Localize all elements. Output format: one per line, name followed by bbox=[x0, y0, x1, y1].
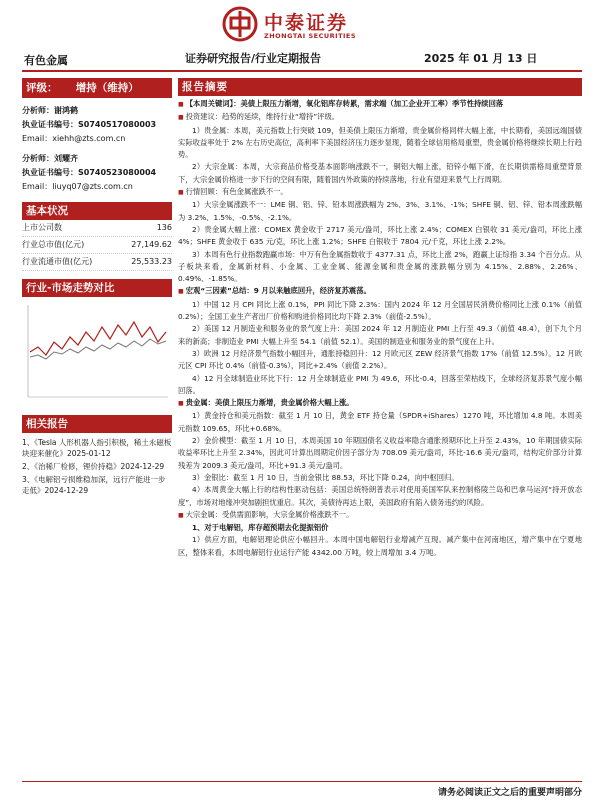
aluminum-heading: 1、对于电解铝，库存超预期去化提振铝价 bbox=[192, 523, 329, 533]
analyst-block bbox=[22, 104, 172, 194]
precious-metal-heading: ■ 贵金属：美债上限压力渐增，贵金属价格大幅上涨。 bbox=[178, 397, 582, 410]
sector-index-line bbox=[30, 322, 166, 355]
related-report-item[interactable]: 1、《Tesla 人形机器人指引积极，稀土永磁板块迎来催化》2025-01-12 bbox=[22, 438, 172, 458]
base-metal-heading: ■ 大宗金属：受供需面影响，大宗金属价格涨跌不一。 bbox=[178, 509, 582, 522]
page-footer bbox=[0, 777, 600, 800]
analyst-name: 谢鸿鹤 bbox=[54, 106, 78, 115]
brand-emblem-icon bbox=[222, 6, 258, 42]
aluminum-supply: 1）供应方面，电解铝理论供应小幅回升。本周中国电解铝行业增减产互现。减产集中在河南地区，增产集中在宁夏地区，整体来看，本周电解铝行业运行产能 4342.00 万吨，较上周增加 3.4 万吨。 bbox=[178, 535, 582, 557]
basic-info-title: 基本状况 bbox=[22, 202, 172, 220]
related-reports-title: 相关报告 bbox=[22, 415, 172, 433]
related-report-item[interactable]: 3、《电解铝亏损维稳加深，远行产能进一步走低》2024-12-29 bbox=[22, 475, 166, 495]
precious-metal-view: 1）贵金属：本周，美元指数上行突破 109，但美债上限压力渐增，贵金属价格同样大幅上涨，中长期看，美国远端国债实际收益率处于 2% 左右历史高位，高利率下美国经济压力逐步显现，随着全球信用格局重塑，贵金属价格将继续长期上行趋势。 bbox=[178, 125, 582, 160]
macro-us-pmi: 2）美国 12 月制造业和服务业的景气度上升：美国 2024 年 12 月制造业 PMI 上行至 49.3（前值 48.4），创下九个月来的新高；非制造业 PMI 大幅上升至 54.1（前值 52.1）。美国的制造业和服务业的景气度在上升。 bbox=[178, 324, 582, 346]
rating-value: 增持（维持） bbox=[75, 82, 139, 94]
rating-label: 评级： bbox=[26, 82, 58, 94]
footer-disclaimer: 请务必阅读正文之后的重要声明部分 bbox=[437, 788, 582, 798]
gold-drivers: 4）本周黄金大幅上行的结构性驱动包括：美国总统特朗普表示对使用美国军队来控制格陵兰岛和巴拿马运河“持开放态度”，市场对地缘冲突加剧担忧重启。其次，美债待再达上限，美国政府有陷入债务违约的风险。 bbox=[178, 485, 582, 507]
rating-bar bbox=[22, 78, 172, 98]
info-label: 行业总市值(亿元) bbox=[22, 240, 85, 249]
email-label: Email： bbox=[22, 182, 53, 191]
macro-summary-heading: ■ 宏观“三因素”总结：9 月以来触底回升，经济复苏震荡。 bbox=[178, 285, 582, 298]
license-number: S0740523080004 bbox=[78, 168, 157, 177]
header-divider bbox=[22, 70, 582, 72]
license-number: S0740517080003 bbox=[78, 120, 157, 129]
sector-label: 有色金属 bbox=[24, 54, 68, 67]
brand-name-cn: 中泰证券 bbox=[264, 12, 349, 34]
market-trend-chart bbox=[22, 297, 172, 407]
info-label: 上市公司数 bbox=[22, 223, 62, 232]
license-label: 执业证书编号： bbox=[22, 120, 78, 129]
trend-chart-svg bbox=[22, 297, 172, 407]
email-link[interactable]: liuyq07@zts.com.cn bbox=[52, 182, 133, 191]
keywords-paragraph: ■ 【本周关键词】：美债上限压力渐增，氧化铝库存转累，需求端（加工企业开工率）季节性持续回落 bbox=[178, 98, 582, 111]
footer-divider bbox=[22, 781, 582, 782]
brand-logo bbox=[222, 6, 392, 44]
analyst-name-label: 分析师： bbox=[22, 106, 54, 115]
info-row bbox=[22, 237, 172, 254]
abstract-title: 报告摘要 bbox=[178, 78, 582, 96]
analyst-name: 刘耀齐 bbox=[54, 154, 78, 163]
report-type: 证券研究报告/行业定期报告 bbox=[185, 52, 322, 65]
macro-europe: 3）欧洲 12 月经济景气指数小幅回升，通胀持稳回升：12 月欧元区 ZEW 经济景气指数 17%（前值 12.5%）。12 月欧元区 CPI 环比 0.4%（前值-0.3%），同比+2.4%（前值 2.2%）。 bbox=[178, 348, 582, 371]
license-label: 执业证书编号： bbox=[22, 168, 78, 177]
brand-name-en: ZHONGTAI SECURITIES bbox=[264, 32, 357, 40]
basic-info-table bbox=[22, 220, 172, 271]
info-label: 行业流通市值(亿元) bbox=[22, 257, 93, 266]
analyst-name-label: 分析师： bbox=[22, 154, 54, 163]
report-date: 2025 年 01 月 13 日 bbox=[424, 52, 538, 65]
gold-holdings: 1）黄金持仓和美元指数：截至 1 月 10 日，黄金 ETF 持仓量（SPDR+iShares）1270 吨，环比增加 4.8 吨。本周美元指数 109.65，环比+0.68%。 bbox=[178, 411, 582, 433]
related-reports-list bbox=[22, 437, 172, 496]
macro-global-pmi: 4）12 月全球制造业环比下行：12 月全球制造业 PMI 为 49.6，环比-0.4，回落至荣枯线下，全球经济复苏景气度小幅回落。 bbox=[178, 373, 582, 395]
info-value: 27,149.62 bbox=[131, 240, 172, 249]
sector-index-review: 3）本周有色行业指数跑赢市场：中万有色金属指数收于 4377.31 点，环比上涨 2%，跑赢上证综指 3.34 个百分点。从子板块来看，金属新材料、小金属、工业金属、能源金属和贵金属的涨跌幅分别为 4.15%、2.88%、2.26%、0.49%、-1.85%。 bbox=[178, 249, 582, 284]
left-column bbox=[22, 78, 172, 498]
abstract-body bbox=[178, 98, 582, 559]
info-value: 25,533.23 bbox=[131, 257, 172, 266]
related-report-item[interactable]: 2、《治稀厂检修，锂价持稳》2024-12-29 bbox=[22, 462, 165, 471]
gold-price-model: 2）金价模型：截至 1 月 10 日，本周美国 10 年期国债名义收益率隐含通胀预期环比上升至 2.43%，10 年期国债实际收益率环比上升至 2.34%，因此可计算出周期定价因子部分为 708.09 美元/盎司，环比-16.6 美元/盎司，结构定价部分计算残差为 2009.3 美元/盎司，环比+91.3 美元/盎司。 bbox=[178, 436, 582, 470]
market-index-line bbox=[30, 339, 166, 359]
abstract-column bbox=[178, 78, 582, 559]
email-link[interactable]: xiehh@zts.com.cn bbox=[52, 134, 126, 143]
precious-metal-review: 2）贵金属大幅上涨：COMEX 黄金收于 2717 美元/盎司，环比上涨 2.4%；COMEX 白银收 31 美元/盎司，环比上涨 4%；SHFE 黄金收于 635 元/克，环比上涨 1.2%；SHFE 白银收于 7804 元/千克，环比上涨 2.2%。 bbox=[178, 224, 582, 247]
info-value: 136 bbox=[156, 223, 172, 232]
email-label: Email： bbox=[22, 134, 53, 143]
macro-china-cpi: 1）中国 12 月 CPI 同比上涨 0.1%，PPI 同比下降 2.3%：国内 2024 年 12 月全国居民消费价格同比上涨 0.1%（前值 0.2%）；全国工业生产者出厂价格和购进价格同比均下降 2.3%（前值-2.5%）。 bbox=[178, 299, 582, 322]
info-row bbox=[22, 254, 172, 271]
base-metal-view: 2）大宗金属：本周，大宗商品价格受基本面影响涨跌不一，铜铝大幅上涨，铅锌小幅下滑，在长期供需格局重塑背景下，大宗金属价格进一步下行的空间有限，随着国内外政策的持续落地，行业有望迎来景气上行周期。 bbox=[178, 162, 582, 184]
investment-advice: ■ 投资建议：趋势的延续，维持行业“增持”评级。 bbox=[178, 111, 582, 124]
market-trend-title: 行业-市场走势对比 bbox=[22, 279, 172, 297]
info-row bbox=[22, 220, 172, 237]
gold-silver-ratio: 3）金银比：截至 1 月 10 日，当前金银比 88.53，环比下降 0.24，向中枢回归。 bbox=[192, 472, 459, 482]
market-review-heading: ■ 行情回顾：有色金属涨跌不一。 bbox=[178, 186, 582, 199]
base-metal-review: 1）大宗金属涨跌不一：LME 铜、铝、锌、铅本周涨跌幅为 2%、3%、3.1%、-1%；SHFE 铜、铝、锌、铅本周涨跌幅为 3.2%、1.5%、-0.5%、-2.1%。 bbox=[178, 200, 582, 222]
